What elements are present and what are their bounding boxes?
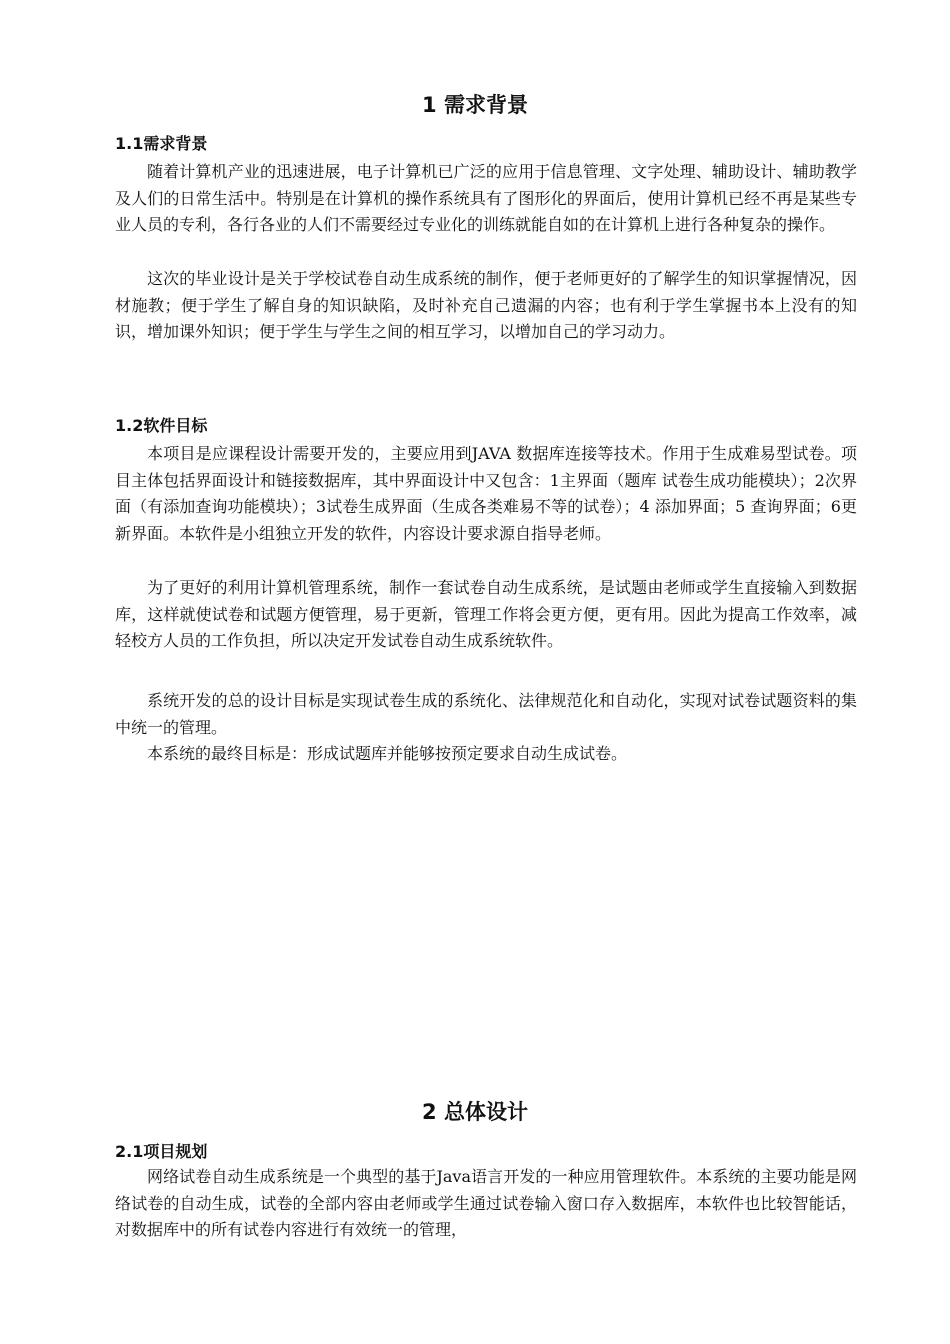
section-1-2-paragraph-3: 系统开发的总的设计目标是实现试卷生成的系统化、法律规范化和自动化，实现对试卷试题资料的集中统一的管理。 (115, 691, 857, 737)
section-2-1-heading: 2.1项目规划 (115, 1142, 208, 1161)
chapter-1-title: 1 需求背景 (422, 93, 528, 117)
chapter-2-title: 2 总体设计 (422, 1100, 528, 1124)
section-1-2-paragraph-2: 为了更好的利用计算机管理系统，制作一套试卷自动生成系统，是试题由老师或学生直接输入到数据库，这样就使试卷和试题方便管理，易于更新，管理工作将会更方便，更有用。因此为提高工作效率，减轻校方人员的工作负担，所以决定开发试卷自动生成系统软件。 (115, 578, 857, 651)
section-1-1-paragraph-1: 随着计算机产业的迅速进展，电子计算机已广泛的应用于信息管理、文字处理、辅助设计、辅助教学及人们的日常生活中。特别是在计算机的操作系统具有了图形化的界面后，使用计算机已经不再是某些专业人员的专利，各行各业的人们不需要经过专业化的训练就能自如的在计算机上进行各种复杂的操作。 (115, 162, 857, 235)
section-1-2-heading: 1.2软件目标 (115, 416, 208, 435)
section-1-1-paragraph-2: 这次的毕业设计是关于学校试卷自动生成系统的制作，便于老师更好的了解学生的知识掌握情况，因材施教；便于学生了解自身的知识缺陷，及时补充自己遗漏的内容；也有利于学生掌握书本上没有的知识，增加课外知识；便于学生与学生之间的相互学习，以增加自己的学习动力。 (115, 269, 857, 342)
section-1-2-paragraph-4: 本系统的最终目标是：形成试题库并能够按预定要求自动生成试卷。 (147, 744, 628, 763)
section-1-1-heading: 1.1需求背景 (115, 134, 208, 153)
section-1-2-paragraph-1: 本项目是应课程设计需要开发的，主要应用到JAVA 数据库连接等技术。作用于生成难易型试卷。项目主体包括界面设计和链接数据库，其中界面设计中又包含：1主界面（题库 试卷生成功能模块）；2次界面（有添加查询功能模块）；3试卷生成界面（生成各类难易不等的试卷）；4 添加界面；5 查询界面；6更新界面。本软件是小组独立开发的软件，内容设计要求源自指导老师。 (115, 444, 857, 543)
section-2-1-paragraph-1: 网络试卷自动生成系统是一个典型的基于Java语言开发的一种应用管理软件。本系统的主要功能是网络试卷的自动生成，试卷的全部内容由老师或学生通过试卷输入窗口存入数据库，本软件也比较智能话，对数据库中的所有试卷内容进行有效统一的管理， (115, 1167, 857, 1240)
